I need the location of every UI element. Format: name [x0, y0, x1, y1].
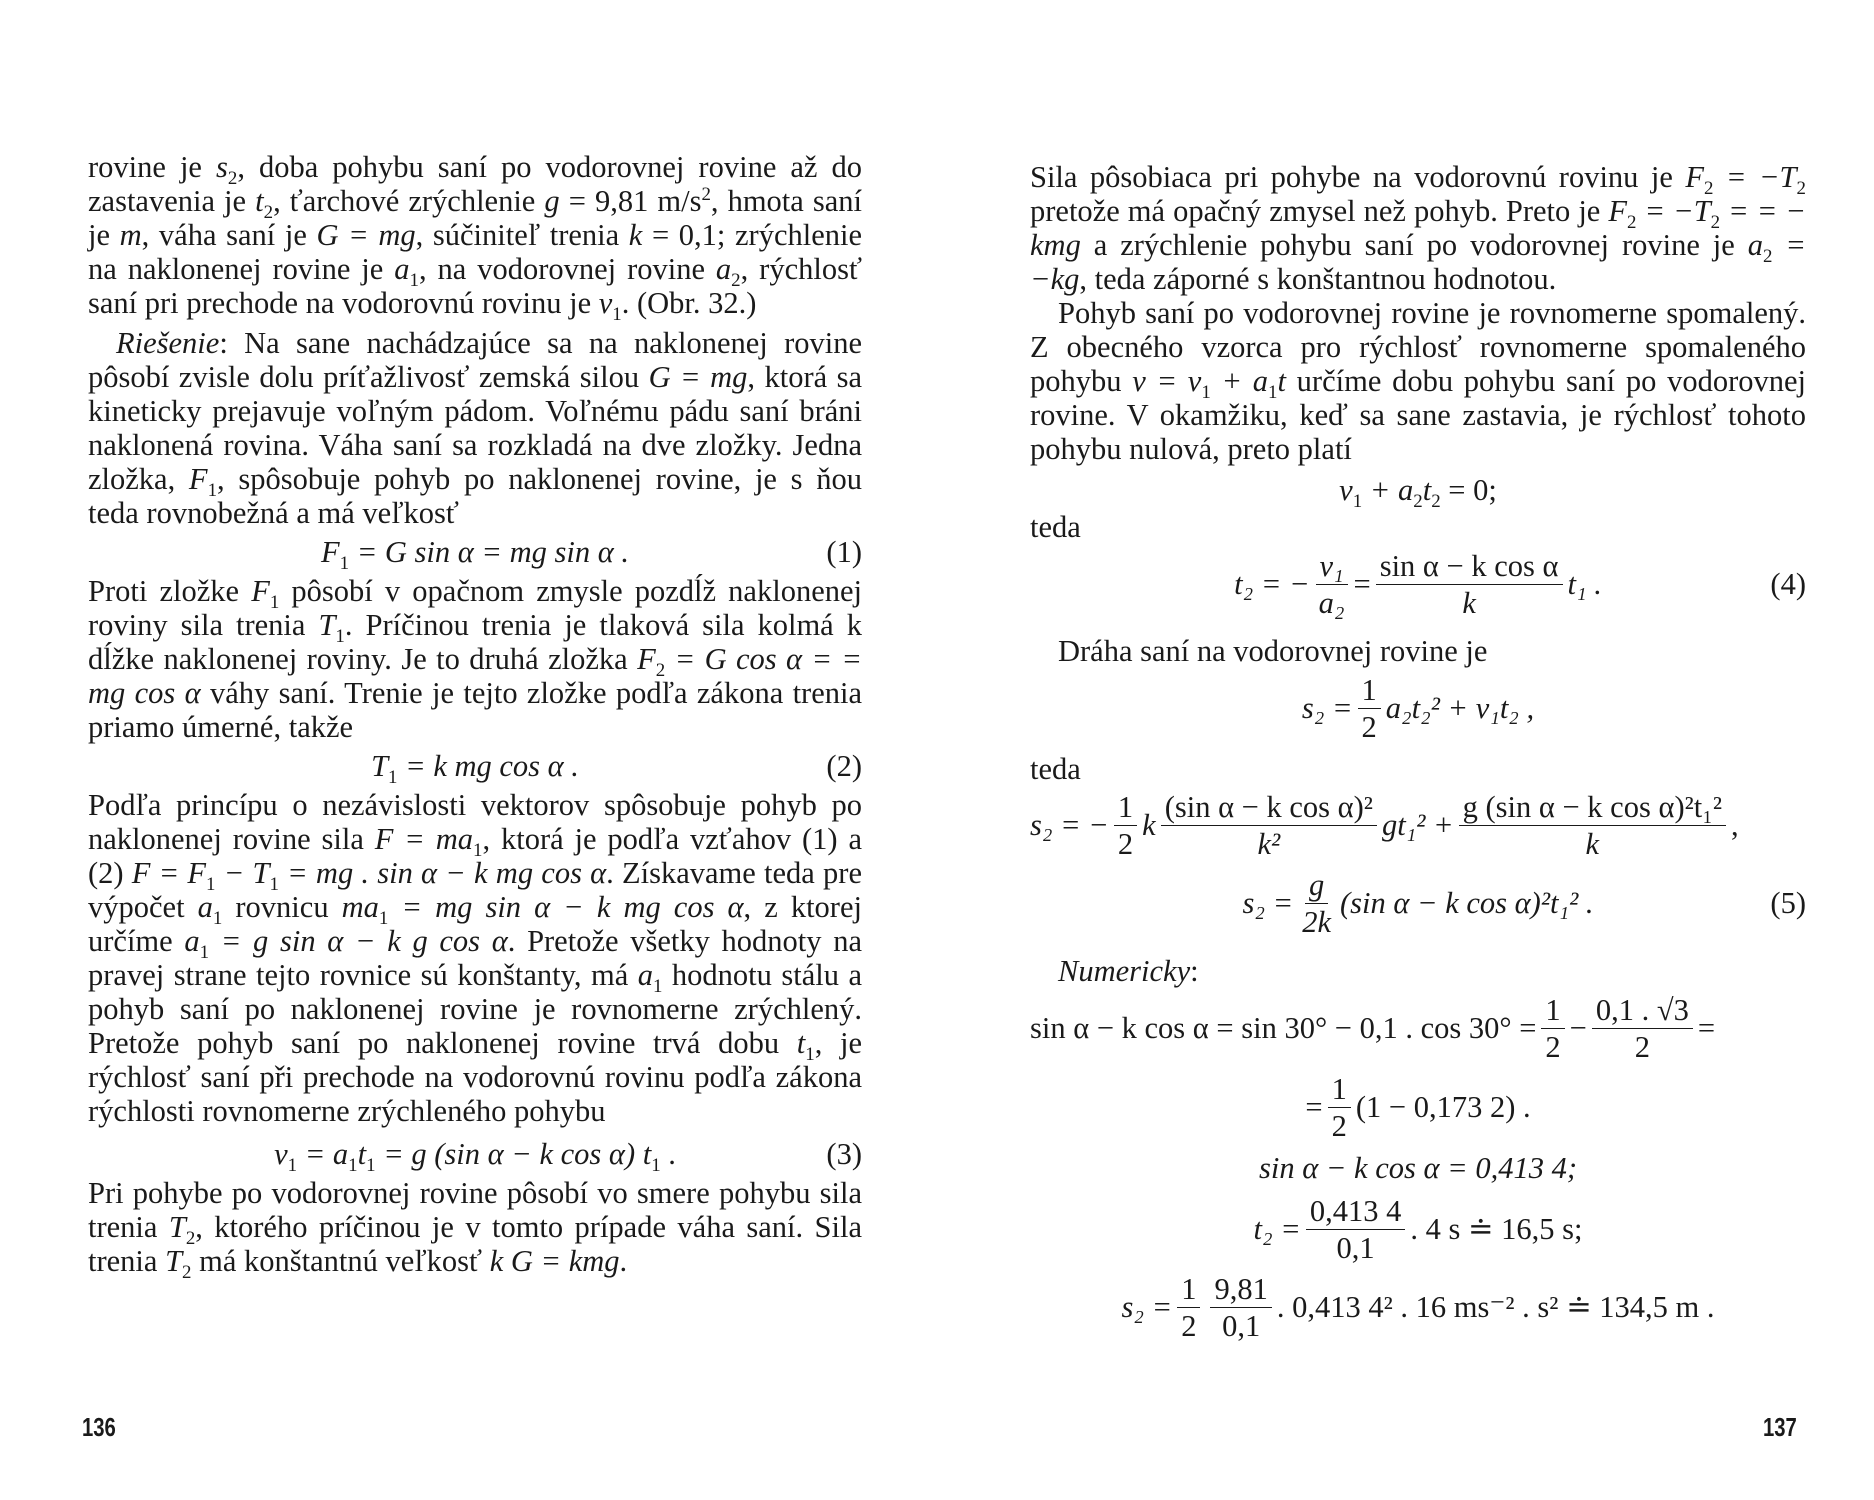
left-page — [88, 150, 863, 1284]
fraction: $\frac{\text{g (sin α − k cos α)²t₁²}}{k}$ — [1459, 791, 1726, 860]
numeric-line-4: t₂ = $\frac{0,413 4}{0,1}$ . 4 s ≐ 16,5 s; — [1253, 1193, 1583, 1265]
fraction: $\frac{\text{(sin α − k cos α)²}}{\text{k²}}$ — [1161, 791, 1377, 860]
right-page — [1030, 160, 1806, 1346]
paragraph-1: rovine je $s_2$, doba pohybu saní po vodorovnej rovine až do zastavenia je $t_2$, ťarchové zrýchlenie g = 9,81 $m/s^2$, hmota saní je m, váha saní je G = mg, súčiniteľ trenia k = 0,1; zrýchlenie na naklonenej rovine je $a_1$, na vodorovnej rovine $a_2$, rýchlosť saní pri prechode na vodorovnú rovinu je $v_1$. (Obr. 32.) — [88, 150, 863, 326]
fraction: $\frac{1}{2}$ — [1541, 994, 1564, 1063]
equation-1: $F_1 = G$ sin α = mg sin α . (1) — [320, 535, 862, 575]
equation-c: s₂ = − $\frac{1}{2}$ k $\frac{\text{(sin α − k cos α)²}}{\text{k²}}$ gt₁² + $\frac{\text{g (sin α − k cos α)²t₁²}}{k}$ , — [1030, 789, 1739, 861]
numeric-line-5: s₂ = $\frac{1}{2}$ $\frac{9,81}{0,1}$ . 0,413 4² . 16 ms⁻² . s² ≐ 134,5 m . — [1121, 1271, 1715, 1343]
equation-4: t₂ = − $\frac{\text{v₁}}{\text{a₂}}$ = $\frac{\text{sin α − k cos α}}{k}$ t₁ . (4) — [1234, 548, 1806, 620]
equation-a: $v_1 + a_2t_2 = 0$; — [1339, 473, 1497, 513]
equation-3: $v_1 = a_1t_1 = g$ (sin α − k cos α) $t_1$ . (3) — [274, 1137, 862, 1177]
fraction: $\frac{0,413 4}{0,1}$ — [1306, 1195, 1406, 1264]
page-number-right: 137 — [1763, 1412, 1797, 1442]
fraction: $\frac{\text{v₁}}{\text{a₂}}$ — [1315, 550, 1349, 619]
paragraph-5: Pri pohybe po vodorovnej rovine pôsobí vo smere pohybu sila trenia $T_2$, ktorého príčinou je v tomto prípade váha saní. Sila trenia $T_2$ má konštantnú veľkosť k G = kmg. — [88, 1176, 862, 1284]
numeric-line-2: = $\frac{1}{2}$ (1 − 0,173 2) . — [1305, 1071, 1531, 1143]
numeric-line-3: sin α − k cos α = 0,413 4; — [1258, 1151, 1577, 1185]
teda-label: teda — [1030, 752, 1081, 786]
fraction: $\frac{1}{2}$ — [1358, 674, 1381, 743]
fraction: $\frac{0,1 . √3}{2}$ — [1592, 994, 1693, 1063]
equation-5: s₂ = $\frac{g}{2k}$ (sin α − k cos α)²t₁² . (5) — [1242, 867, 1806, 939]
equation-number: (2) — [826, 749, 862, 783]
equation-number: (4) — [1770, 567, 1806, 601]
fraction: $\frac{\text{sin α − k cos α}}{k}$ — [1376, 550, 1563, 619]
equation-2: $T_1 = k$ mg cos α . (2) — [371, 749, 862, 789]
fraction: $\frac{1}{2}$ — [1114, 791, 1137, 860]
equation-number: (5) — [1770, 886, 1806, 920]
fraction: $\frac{1}{2}$ — [1177, 1273, 1200, 1342]
numericky-label: Numericky: — [1058, 954, 1199, 988]
equation-b: s₂ = $\frac{1}{2}$ a₂t₂² + v₁t₂ , — [1301, 672, 1535, 744]
paragraph-2: Pohyb saní po vodorovnej rovine je rovnomerne spomalený. Z obecného vzorca pro rýchlosť rovnomerne spomaleného pohybu $v = v_1 + a_1t$ určíme dobu pohybu saní po vodorovnej rovine. V okamžiku, keď sa sane zastavia, je rýchlosť tohoto pohybu nulová, preto platí — [1030, 296, 1806, 466]
teda-label: teda — [1030, 510, 1081, 544]
equation-number: (3) — [826, 1137, 862, 1171]
fraction: $\frac{1}{2}$ — [1328, 1073, 1351, 1142]
fraction: $\frac{9,81}{0,1}$ — [1210, 1273, 1271, 1342]
fraction: $\frac{g}{2k}$ — [1302, 867, 1332, 939]
paragraph-4: Podľa princípu o nezávislosti vektorov spôsobuje pohyb po naklonenej rovine sila $F = ma_1$, ktorá je podľa vzťahov (1) a (2) $F = F_1 - T_1$ = mg . sin α − k mg cos α. Získavame teda pre výpočet $a_1$ rovnicu $ma_1$ = mg sin α − k mg cos α, z ktorej určíme $a_1 = g$ sin α − k g cos α. Pretože všetky hodnoty na pravej strane tejto rovnice sú konštanty, má $a_1$ hodnotu stálu a pohyb saní po naklonenej rovine je rovnomerne zrýchlený. Pretože pohyb saní po naklonenej rovine trvá dobu $t_1$, je rýchlosť saní při prechode na vodorovnú rovinu podľa zákona rýchlosti rovnomerne zrýchleného pohybu — [88, 788, 862, 1128]
paragraph-3: Dráha saní na vodorovnej rovine je — [1058, 634, 1488, 668]
paragraph-3: Proti zložke $F_1$ pôsobí v opačnom zmysle pozdĺž naklonenej roviny sila trenia $T_1$. Príčinou trenia je tlaková sila kolmá k dĺžke naklonenej roviny. Je to druhá zložka $F_2 = G$ cos α = = mg cos α váhy saní. Trenie je tejto zložke podľa zákona trenia priamo úmerné, takže — [88, 574, 863, 744]
numeric-line-1: sin α − k cos α = sin 30° − 0,1 . cos 30° = $\frac{1}{2}$ − $\frac{0,1 . √3}{2}$ = — [1030, 992, 1716, 1064]
paragraph-1: Sila pôsobiaca pri pohybe na vodorovnú rovinu je $F_2 = -T_2$ pretože má opačný zmysel než pohyb. Preto je $F_2 = -T_2$ = = − kmg a zrýchlenie pohybu saní po vodorovnej rovine je $a_2 = -kg$, teda záporné s konštantnou hodnotou. — [1030, 160, 1806, 296]
paragraph-2: Riešenie: Na sane nachádzajúce sa na naklonenej rovine pôsobí zvisle dolu príťažlivosť zemská silou G = mg, ktorá sa kineticky prejavuje voľným pádom. Voľnému pádu saní bráni naklonená rovina. Váha saní sa rozkladá na dve zložky. Jedna zložka, $F_1$, spôsobuje pohyb po naklonenej rovine, je s ňou teda rovnobežná a má veľkosť — [88, 326, 863, 530]
page-number-left: 136 — [82, 1412, 116, 1442]
equation-number: (1) — [826, 535, 862, 569]
